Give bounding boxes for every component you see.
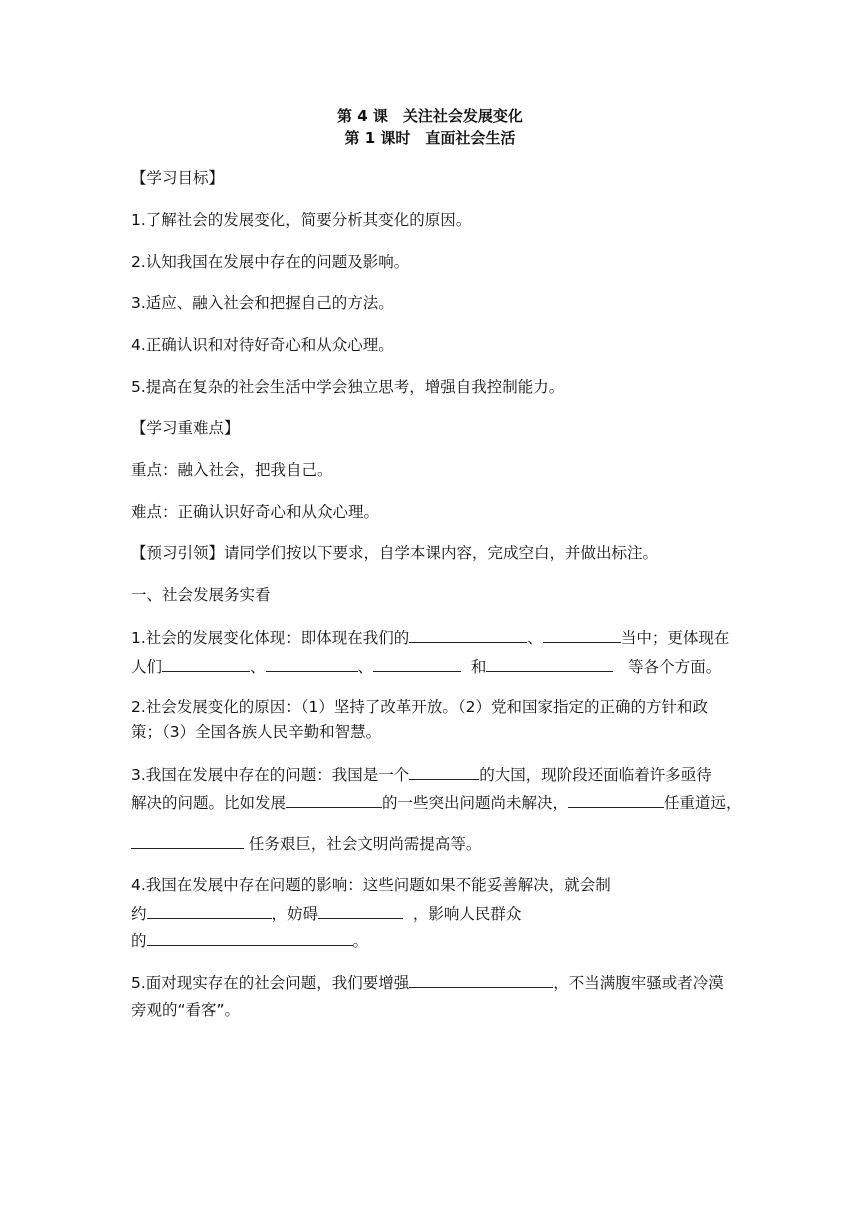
question-4-line-3: 的 。 [131, 932, 369, 950]
question-2-line-2: 策；（3）全国各族人民辛勤和智慧。 [131, 723, 382, 741]
answer-blank[interactable] [318, 903, 403, 919]
objective-item: 4.正确认识和对待好奇心和从众心理。 [131, 336, 394, 354]
answer-blank[interactable] [409, 972, 553, 988]
objectives-heading: 【学习目标】 [131, 169, 225, 187]
difficulty-point: 难点：正确认识好奇心和从众心理。 [131, 503, 380, 521]
answer-blank[interactable] [147, 930, 353, 946]
answer-blank[interactable] [286, 792, 382, 808]
answer-blank[interactable] [486, 656, 613, 672]
answer-blank[interactable] [373, 656, 461, 672]
question-2-line-1: 2.社会发展变化的原因：（1）坚持了改革开放。（2）党和国家指定的正确的方针和政 [131, 698, 709, 716]
focus-point: 重点：融入社会，把我自己。 [131, 461, 333, 479]
lesson-subtitle: 第 1 课时 直面社会生活 [344, 129, 516, 147]
question-3-line-3: 任务艰巨，社会文明尚需提高等。 [131, 833, 481, 854]
question-3-line-2: 解决的问题。比如发展 的一些突出问题尚未解决， 任重道远， [131, 794, 742, 812]
preview-intro: 【预习引领】请同学们按以下要求，自学本课内容，完成空白，并做出标注。 [131, 544, 659, 562]
objective-item: 2.认知我国在发展中存在的问题及影响。 [131, 253, 410, 271]
answer-blank[interactable] [266, 656, 358, 672]
answer-blank[interactable] [131, 833, 244, 849]
key-points-heading: 【学习重难点】 [131, 419, 240, 437]
answer-blank[interactable] [543, 627, 621, 643]
answer-blank[interactable] [568, 792, 664, 808]
question-5-line-1: 5.面对现实存在的社会问题，我们要增强 ，不当满腹牢骚或者冷漠 [131, 974, 724, 992]
answer-blank[interactable] [162, 656, 250, 672]
section-title: 一、社会发展务实看 [131, 586, 271, 604]
question-4-line-1: 4.我国在发展中存在问题的影响：这些问题如果不能妥善解决，就会制 [131, 876, 611, 894]
objective-item: 1.了解社会的发展变化，简要分析其变化的原因。 [131, 211, 472, 229]
objective-item: 5.提高在复杂的社会生活中学会独立思考，增强自我控制能力。 [131, 378, 565, 396]
question-1-line-1: 1.社会的发展变化体现：即体现在我们的 、 当中；更体现在 [131, 629, 730, 647]
question-5-line-2: 旁观的“看客”。 [131, 1001, 241, 1019]
question-1-line-2: 人们 、 、 和 等各个方面。 [131, 658, 722, 676]
lesson-title: 第 4 课 关注社会发展变化 [337, 107, 523, 125]
answer-blank[interactable] [409, 764, 479, 780]
answer-blank[interactable] [409, 627, 527, 643]
question-4-line-2: 约 ，妨碍 ，影响人民群众 [131, 905, 522, 923]
objective-item: 3.适应、融入社会和把握自己的方法。 [131, 294, 394, 312]
answer-blank[interactable] [147, 903, 272, 919]
question-3-line-1: 3.我国在发展中存在的问题：我国是一个 的大国，现阶段还面临着许多亟待 [131, 766, 712, 784]
